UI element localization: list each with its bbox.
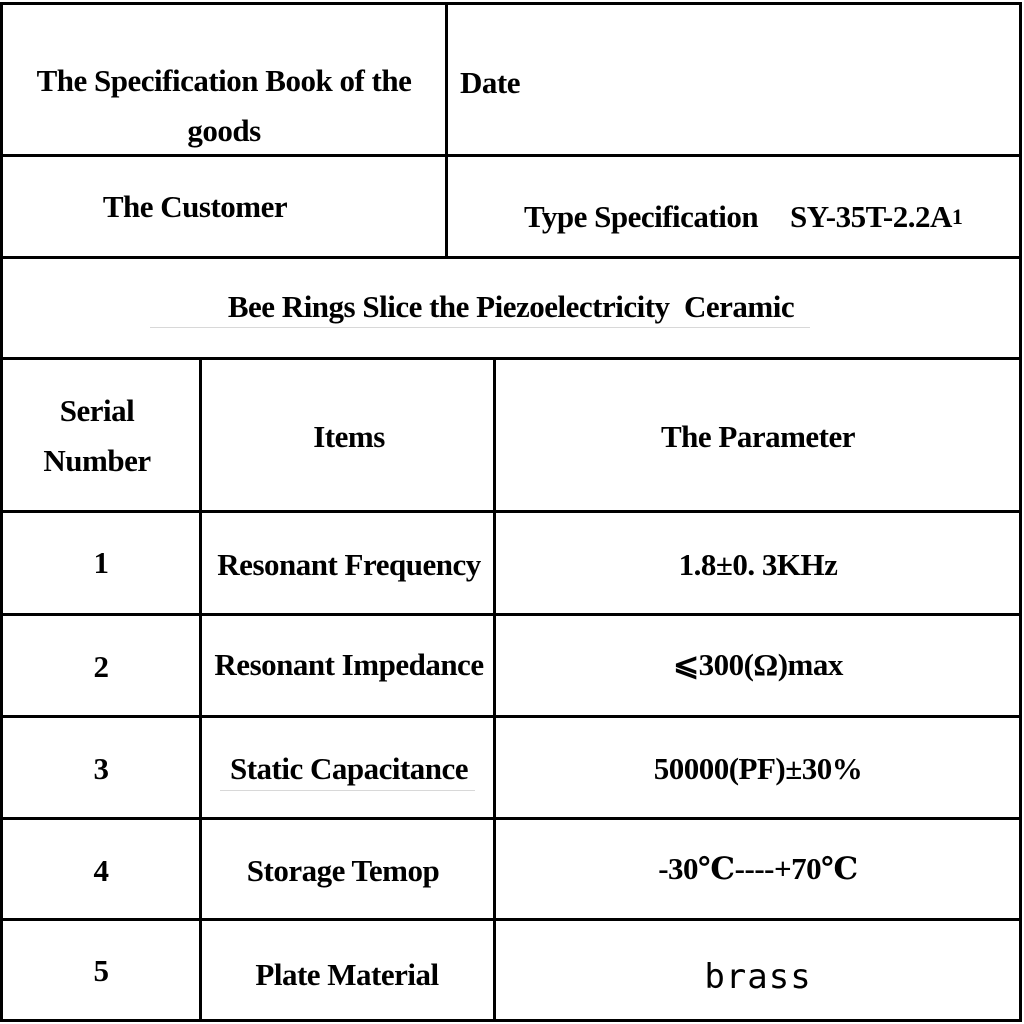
serial-number-cell: 3 [93,751,109,787]
table-rule [0,357,1022,360]
serial-number-cell: 5 [93,953,109,989]
column-header-items: Items [313,419,385,455]
serial-number-cell: 2 [93,649,109,685]
product-name: Bee Rings Slice the Piezoelectricity Ceramic [227,289,795,325]
table-rule [0,715,1022,718]
customer-label: The Customer [102,189,288,225]
item-underline [220,790,475,791]
product-name-underline [150,327,810,328]
parameter-cell: 1.8±0. 3KHz [678,547,838,583]
item-cell: Plate Material [255,957,439,993]
header-divider [445,2,448,258]
parameter-cell: -30℃----+70℃ [658,851,858,887]
date-label: Date [460,65,520,101]
serial-number-cell: 1 [93,545,109,581]
table-rule [0,817,1022,820]
serial-number-cell: 4 [93,853,109,889]
type-specification-label: Type Specification [524,199,759,235]
type-specification-value [790,192,1000,242]
table-rule [0,510,1022,513]
table-border-top [0,2,1022,5]
parameter-cell: brass [704,956,812,997]
table-rule [0,256,1022,259]
document-title: The Specification Book of the goods [36,63,412,148]
table-border-bottom [0,1019,1022,1022]
table-rule [0,613,1022,616]
type-specification-suffix: 1 [951,204,963,230]
column-header-parameter: The Parameter [660,419,856,455]
parameter-cell: ⩽300(Ω)max [673,647,843,683]
column-header-serial-number: Serial Number [43,393,151,478]
item-cell: Resonant Impedance [214,647,484,683]
item-cell: Resonant Frequency [217,547,481,583]
parameter-cell: 50000(PF)±30% [653,751,863,787]
item-cell: Static Capacitance [229,751,469,787]
table-rule [0,918,1022,921]
item-cell: Storage Temop [246,853,440,889]
type-specification-model: SY-35T-2.2A [790,199,952,235]
